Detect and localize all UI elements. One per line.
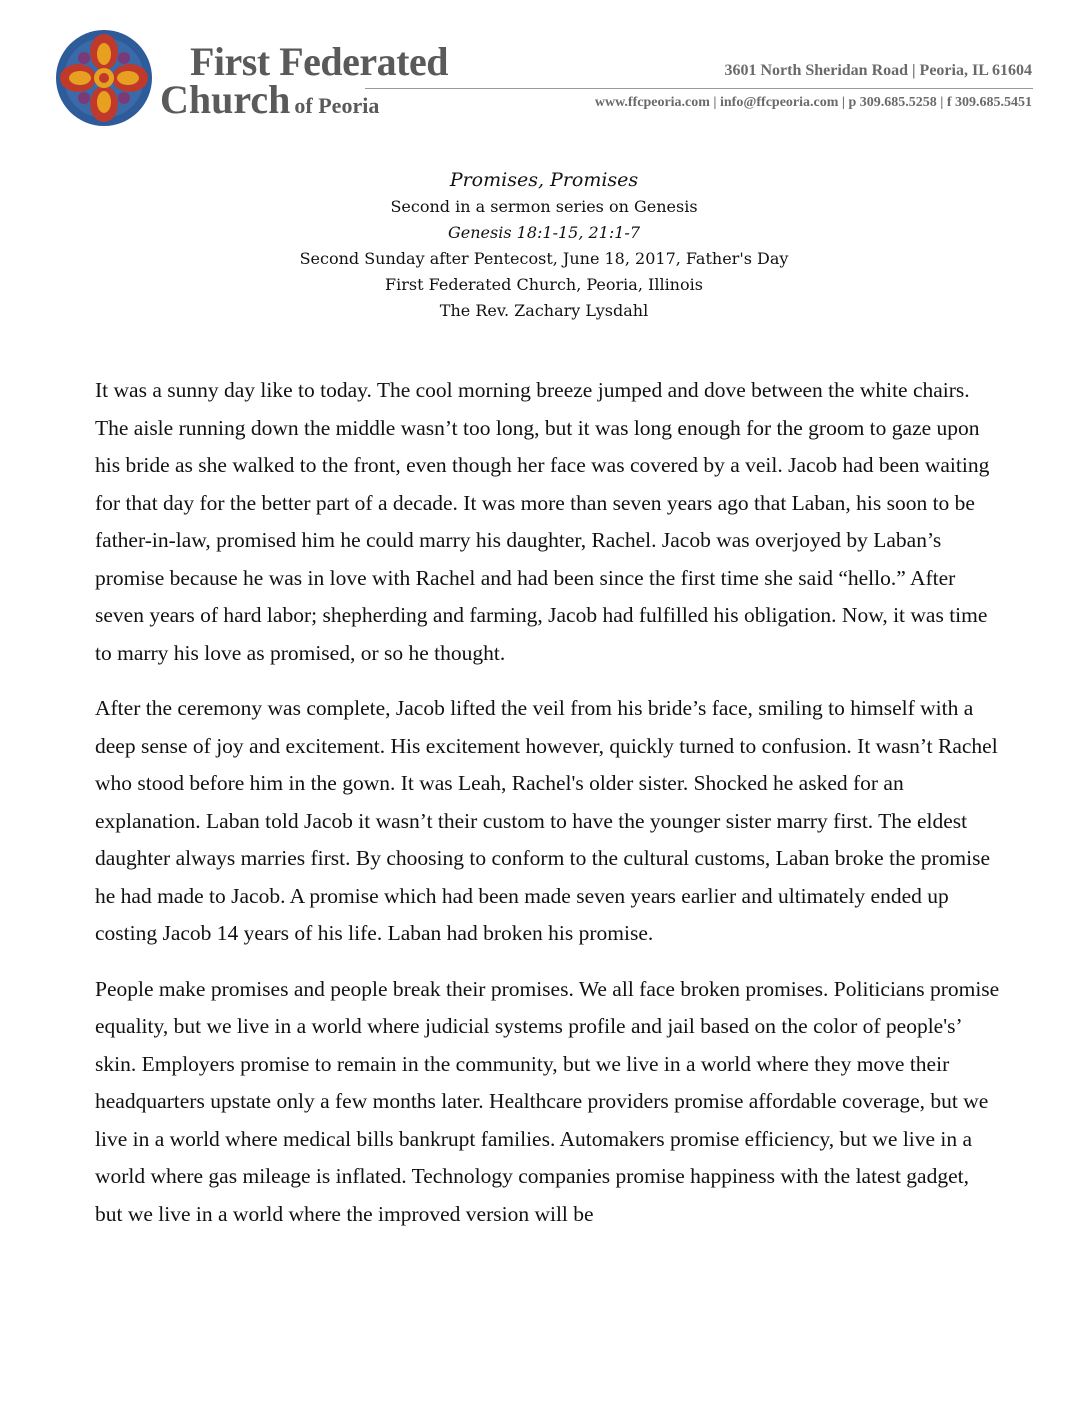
letterhead-rule <box>365 88 1033 89</box>
sermon-body <box>95 372 1000 1251</box>
sermon-preacher: The Rev. Zachary Lysdahl <box>439 301 649 320</box>
org-name-suffix: of Peoria <box>294 93 380 118</box>
address: 3601 North Sheridan Road | Peoria, IL 61604 <box>724 62 1032 79</box>
org-name-church: Church <box>160 77 291 122</box>
sermon-title: Promises, Promises <box>449 169 639 191</box>
sermon-series: Second in a sermon series on Genesis <box>390 197 698 216</box>
church-logo-icon <box>54 28 154 128</box>
paragraph: After the ceremony was complete, Jacob lifted the veil from his bride’s face, smiling to himself with a deep sense of joy and excitement. His excitement however, quickly turned to confusion. It wasn’t Rachel who stood before him in the gown. It was Leah, Rachel's older sister. Shocked he asked for an explanation. Laban told Jacob it wasn’t their custom to have the younger sister marry first. The eldest daughter always marries first. By choosing to conform to the cultural customs, Laban broke the promise he had made to Jacob. A promise which had been made seven years earlier and ultimately ended up costing Jacob 14 years of his life. Laban had broken his promise. <box>95 696 998 945</box>
sermon-location: First Federated Church, Peoria, Illinois <box>385 275 703 294</box>
org-name-line1: First Federated <box>190 39 448 84</box>
paragraph: It was a sunny day like to today. The cool morning breeze jumped and dove between the white chairs. The aisle running down the middle wasn’t too long, but it was long enough for the groom to gaze upon his bride as she walked to the front, even though her face was covered by a veil. Jacob had been waiting for that day for the better part of a decade. It was more than seven years ago that Laban, his soon to be father-in-law, promised him he could marry his daughter, Rachel. Jacob was overjoyed by Laban’s promise because he was in love with Rachel and had been since the first time she said “hello.” After seven years of hard labor; shepherding and farming, Jacob had fulfilled his obligation. Now, it was time to marry his love as promised, or so he thought. <box>95 378 990 665</box>
org-name-line2 <box>160 77 380 122</box>
sermon-occasion: Second Sunday after Pentecost, June 18, 2017, Father's Day <box>299 249 789 268</box>
letterhead <box>0 0 1088 140</box>
sermon-header <box>0 166 1088 324</box>
contact-line: www.ffcpeoria.com | info@ffcpeoria.com | p 309.685.5258 | f 309.685.5451 <box>594 95 1032 110</box>
paragraph: People make promises and people break their promises. We all face broken promises. Politicians promise equality, but we live in a world where judicial systems profile and jail based on the color of people's’ skin. Employers promise to remain in the community, but we live in a world where they move their headquarters upstate only a few months later. Healthcare providers promise affordable coverage, but we live in a world where medical bills bankrupt families. Automakers promise efficiency, but we live in a world where gas mileage is inflated. Technology companies promise happiness with the latest gadget, but we live in a world where the improved version will be <box>95 976 1000 1226</box>
sermon-scripture: Genesis 18:1-15, 21:1-7 <box>447 223 641 242</box>
